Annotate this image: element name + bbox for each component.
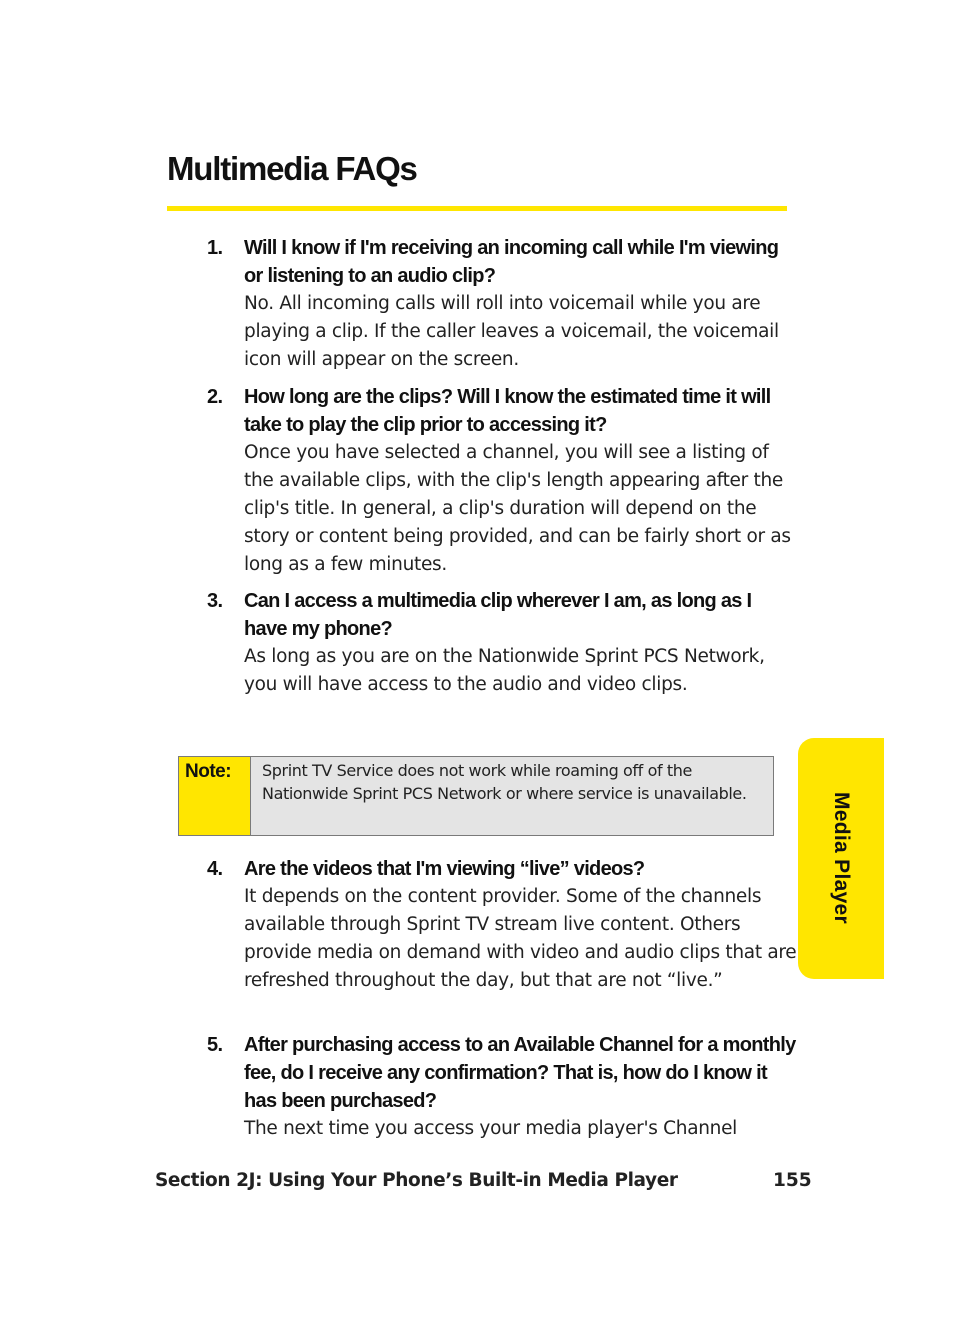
note-box bbox=[178, 756, 774, 836]
faq-item-1 bbox=[207, 234, 797, 374]
note-label: Note: bbox=[185, 761, 232, 782]
faq-question: Can I access a multimedia clip wherever I am, as long as I have my phone? bbox=[244, 590, 752, 640]
footer-page-number: 155 bbox=[773, 1170, 812, 1191]
faq-question: After purchasing access to an Available Channel for a monthly fee, do I receive any confirmation? That is, how do I know it has been purchased? bbox=[244, 1034, 796, 1112]
faq-number: 3. bbox=[207, 590, 223, 612]
faq-item-2 bbox=[207, 383, 797, 579]
faq-question: How long are the clips? Will I know the estimated time it will take to play the clip prior to accessing it? bbox=[244, 386, 771, 436]
faq-question: Will I know if I'm receiving an incoming call while I'm viewing or listening to an audio clip? bbox=[244, 237, 779, 287]
faq-number: 1. bbox=[207, 237, 223, 259]
faq-question: Are the videos that I'm viewing “live” videos? bbox=[244, 858, 645, 880]
title-underline bbox=[167, 206, 787, 211]
page-title: Multimedia FAQs bbox=[167, 150, 417, 187]
faq-answer: As long as you are on the Nationwide Sprint PCS Network, you will have access to the audio and video clips. bbox=[244, 646, 765, 695]
faq-number: 5. bbox=[207, 1034, 223, 1056]
faq-number: 4. bbox=[207, 858, 223, 880]
section-side-tab bbox=[798, 738, 884, 979]
faq-item-4 bbox=[207, 855, 797, 995]
footer-section-title: Section 2J: Using Your Phone’s Built-in Media Player bbox=[155, 1170, 678, 1191]
note-label-cell bbox=[179, 757, 251, 835]
faq-item-5 bbox=[207, 1031, 797, 1143]
faq-number: 2. bbox=[207, 386, 223, 408]
faq-item-3 bbox=[207, 587, 797, 699]
faq-answer: It depends on the content provider. Some of the channels available through Sprint TV stream live content. Others provide media on demand with video and audio clips that are refreshed throughout the day, but that are not “live.” bbox=[244, 886, 797, 991]
faq-answer: The next time you access your media player's Channel bbox=[244, 1118, 738, 1139]
faq-answer: No. All incoming calls will roll into voicemail while you are playing a clip. If the caller leaves a voicemail, the voicemail icon will appear on the screen. bbox=[244, 293, 779, 370]
note-text: Sprint TV Service does not work while roaming off of the Nationwide Sprint PCS Network or where service is unavailable. bbox=[262, 761, 747, 803]
side-tab-label: Media Player bbox=[830, 792, 853, 924]
faq-answer: Once you have selected a channel, you will see a listing of the available clips, with the clip's length appearing after the clip's title. In general, a clip's duration will depend on the story or content being provided, and can be fairly short or as long as a few minutes. bbox=[244, 442, 791, 575]
